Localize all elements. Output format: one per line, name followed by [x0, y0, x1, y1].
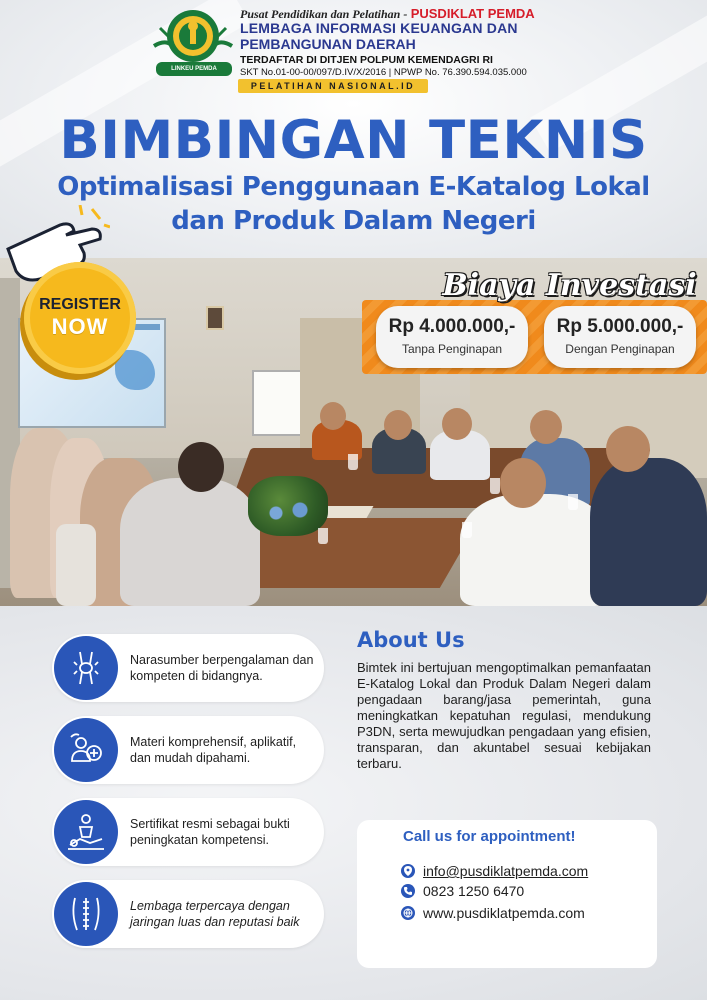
header-line5: SKT No.01-00-00/097/D.IV/X/2016 | NPWP No. 76.390.594.035.000 [240, 67, 527, 78]
header-line2: LEMBAGA INFORMASI KEUANGAN DAN [240, 20, 518, 36]
participant-head [500, 458, 546, 508]
header-badge: PELATIHAN NASIONAL.ID [238, 79, 428, 93]
user-plus-icon [54, 718, 118, 782]
water-glass [490, 478, 500, 494]
participant-plaid-shirt [120, 478, 260, 606]
wall-portrait [206, 306, 224, 330]
spine-icon [54, 882, 118, 946]
contact-card [357, 820, 657, 968]
register-line1: REGISTER [39, 296, 121, 313]
participant-head [384, 410, 412, 440]
flipchart [252, 370, 302, 436]
feature-narasumber [52, 634, 324, 702]
sub-title-line2: dan Produk Dalam Negeri [171, 206, 536, 236]
feature-text: Materi komprehensif, aplikatif, dan mudah dipahami. [130, 735, 297, 765]
feature-sertifikat [52, 798, 324, 866]
participant-white-shirt [460, 494, 610, 606]
price-label: Tanpa Penginapan [401, 342, 503, 356]
sub-title-line1: Optimalisasi Penggunaan E-Katalog Lokal [57, 172, 650, 202]
header-line4: TERDAFTAR DI DITJEN POLPUM KEMENDAGRI RI [240, 54, 493, 66]
contact-title: Call us for appointment! [403, 828, 576, 845]
price-amount: Rp 4.000.000,- [388, 316, 516, 337]
water-glass [348, 454, 358, 470]
logo-ribbon: LINKEU PEMDA [156, 62, 232, 76]
feature-materi [52, 716, 324, 784]
water-glass [568, 494, 578, 510]
chair [56, 524, 96, 606]
participant-head [178, 442, 224, 492]
participant-head [320, 402, 346, 430]
plant-flowers [258, 498, 318, 528]
contact-phone[interactable]: 0823 1250 6470 [423, 883, 525, 899]
therapy-icon [54, 800, 118, 864]
participant-head [530, 410, 562, 444]
main-title: BIMBINGAN TEKNIS [59, 110, 648, 171]
price-card-tanpa [376, 306, 528, 368]
register-line2: NOW [51, 314, 109, 339]
participant-head [606, 426, 650, 472]
price-card-dengan [544, 306, 696, 368]
water-glass [462, 522, 472, 538]
feature-text: Sertifikat resmi sebagai bukti peningkatan kompetensi. [130, 817, 290, 847]
participant-dark-jacket [590, 458, 707, 606]
about-title: About Us [357, 628, 465, 652]
price-amount: Rp 5.000.000,- [556, 316, 684, 337]
feature-text: Lembaga terpercaya dengan jaringan luas dan reputasi baik [130, 899, 300, 929]
globe-icon [401, 906, 415, 920]
feature-text: Narasumber berpengalaman dan kompeten di bidangnya. [130, 653, 314, 683]
about-text: Bimtek ini bertujuan mengoptimalkan pemanfaatan E-Katalog Lokal dan Produk Dalam Negeri dalam pengadaan barang/jasa pemerintah, guna meningkatkan kepatuhan regulasi, mendukung P3DN, serta mewujudkan pengadaan yang efisien, transparan, dan akuntabel sesuai kebijakan terbaru. [357, 660, 651, 771]
contact-web-link[interactable]: www.pusdiklatpemda.com [423, 905, 585, 921]
knee-joint-icon [54, 636, 118, 700]
location-pin-icon [401, 864, 415, 878]
header [150, 4, 570, 92]
feature-lembaga [52, 880, 324, 948]
header-line1: Pusat Pendidikan dan Pelatihan - PUSDIKLAT PEMDA [240, 6, 535, 21]
water-glass [318, 528, 328, 544]
biaya-title: Biaya Investasi [442, 268, 697, 303]
contact-email-link[interactable]: info@pusdiklatpemda.com [423, 863, 589, 879]
contact-web-row[interactable] [401, 904, 585, 922]
contact-email-row[interactable] [401, 862, 588, 880]
pusdiklat-logo [150, 6, 236, 76]
phone-icon [401, 884, 415, 898]
register-now-button[interactable] [24, 262, 136, 374]
header-line3: PEMBANGUNAN DAERAH [240, 36, 416, 52]
contact-phone-row[interactable] [401, 882, 524, 900]
participant-head [442, 408, 472, 440]
price-label: Dengan Penginapan [565, 342, 675, 356]
